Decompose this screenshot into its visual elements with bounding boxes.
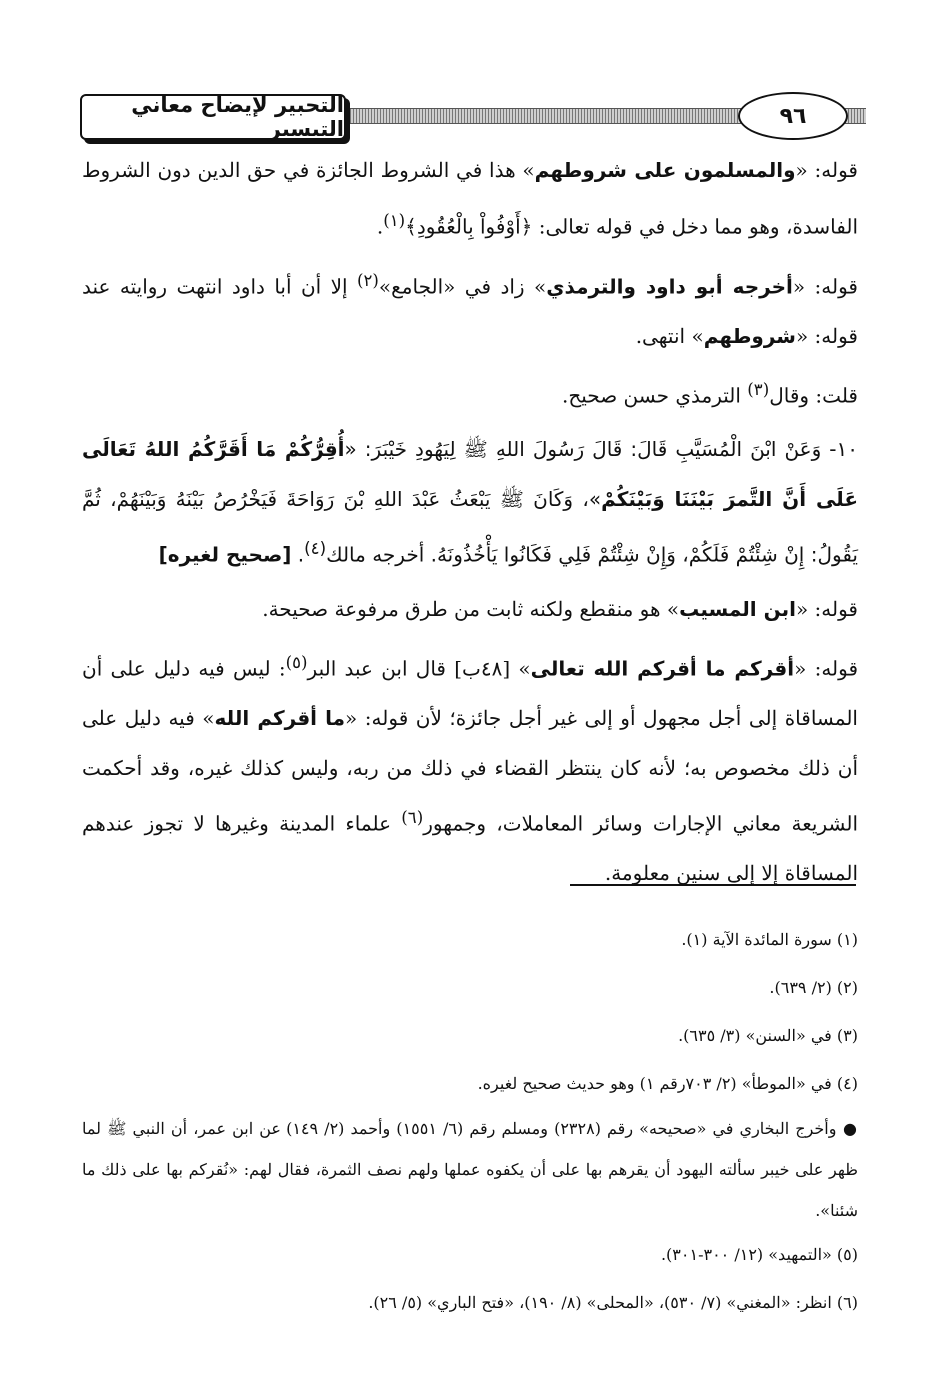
footnote-ref-6[interactable]: (٦) — [401, 808, 424, 828]
running-header — [80, 92, 866, 144]
page-number: ٩٦ — [738, 92, 848, 140]
paragraph-3 — [82, 365, 858, 421]
paragraph-2 — [82, 256, 858, 362]
footnote-4-extra-text: وأخرج البخاري في «صحيحه» رقم (٢٣٢٨) ومسلم رقم (٦/ ١٥٥١) وأحمد (٢/ ١٤٩) عن ابن عمر، أن النبي ﷺ لما ظهر على خيبر سألته اليهود أن يقرهم بها على أن يكفوه عملها ولهم نصف الثمرة، فقال لهم: «نُقركم بها على ذلك ما شئنا». — [82, 1119, 858, 1220]
footnote-ref-5[interactable]: (٥) — [285, 653, 308, 673]
book-title: التحبير لإيضاح معاني التيسير — [80, 94, 346, 140]
paragraph-5 — [82, 585, 858, 635]
p2-lead: قوله: « — [792, 274, 858, 299]
footnote-3: (٣) في «السنن» (٣/ ٦٣٥). — [678, 1026, 858, 1045]
footnote-ref-2[interactable]: (٢) — [356, 270, 379, 290]
p3-end: الترمذي حسن صحيح. — [561, 383, 748, 408]
footnote-1: (١) سورة المائدة الآية (١). — [681, 930, 858, 949]
footnotes — [82, 916, 858, 1327]
p6-mid-2: : ليس فيه دليل على أن المساقاة إلى أجل مجهول أو إلى غير أجل جائزة؛ لأن قوله: « — [82, 656, 858, 731]
footnote-divider — [570, 884, 856, 886]
p6-mid-1: » [٤٨ب] قال ابن عبد البر — [307, 656, 531, 681]
footnote-5: (٥) «التمهيد» (١٢/ ٣٠٠-٣٠١). — [660, 1245, 858, 1264]
p2-end: » انتهى. — [635, 323, 704, 348]
hadith-grade: [صحيح لغيره] — [158, 543, 292, 568]
hadith-text-1: وَعَنْ ابْنَ الْمُسَيَّبِ قَالَ: قَالَ رَسُولَ اللهِ ﷺ لِيَهُودِ خَيْبَرَ: « — [344, 437, 822, 462]
footnote-ref-3[interactable]: (٣) — [747, 380, 770, 400]
hadith-text-2: »، وَكَانَ ﷺ يَبْعَثُ عَبْدَ اللهِ بْنَ رَوَاحَةَ فَيَخْرُصُ بَيْنَهُ وَبَيْنَهُمْ، ثُمَّ يَقُولُ: إِنْ شِئْتُمْ فَلَكُمْ، وَإِنْ شِئْتُمْ فَلِي فَكَانُوا يَأْخُذُونَهُ. أخرجه مالك — [82, 486, 858, 568]
hadith-10 — [82, 425, 858, 580]
paragraph-1 — [82, 146, 858, 252]
p6-mid-3: » فيه دليل على أن ذلك مخصوص به؛ لأنه كان ينتظر القضاء في ذلك من ربه، وليس كذلك غيره، وقد أحكمت الشريعة معاني الإجارات وسائر المعاملات، وجمهور — [82, 706, 858, 836]
p6-quote-2: ما أقركم الله — [214, 706, 346, 731]
footnote-4: (٤) في «الموطأ» (٢/ ٧٠٣رقم ١) وهو حديث صحيح لغيره. — [477, 1074, 858, 1093]
p3-lead: قلت: وقال — [769, 383, 858, 408]
p6-end: علماء المدينة وغيرها لا تجوز عندهم المساقاة إلا إلى سنين معلومة. — [82, 811, 858, 886]
p5-end: » هو منقطع ولكنه ثابت من طرق مرفوعة صحيحة. — [262, 596, 680, 621]
main-text — [82, 146, 858, 903]
p5-quote: ابن المسيب — [679, 596, 796, 621]
footnote-2: (٢) (٢/ ٦٣٩). — [769, 978, 858, 997]
hadith-number: ١٠- — [821, 437, 858, 462]
p2-quote-2: شروطهم — [703, 323, 796, 348]
p2-mid-1: » زاد في «الجامع» — [378, 274, 547, 299]
footnote-ref-4[interactable]: (٤) — [304, 539, 327, 559]
hadith-text-3: . — [291, 543, 305, 568]
p1-lead: قوله: « — [795, 158, 858, 182]
footnote-6: (٦) انظر: «المغني» (٧/ ٥٣٠)، «المحلى» (٨/ ١٩٠)، «فتح الباري» (٥/ ٢٦). — [368, 1293, 858, 1312]
footnote-4-extra — [82, 1108, 858, 1231]
p6-lead: قوله: « — [794, 656, 859, 681]
hadith-quote: أُقِرُّكُمْ مَا أَقَرَّكُمُ اللهُ تَعَالَى عَلَى أَنَّ التَّمرَ بَيْنَنَا وَبَيْنَكُمْ — [82, 437, 858, 511]
p1-rest: » هذا في الشروط الجائزة في حق الدين دون الشروط الفاسدة، وهو مما دخل في قوله تعالى: ﴿أَوْفُواْ بِالْعُقُودِ﴾ — [82, 158, 858, 239]
footnote-ref-1[interactable]: (١) — [383, 210, 406, 230]
p2-mid-2: إلا أن أبا داود انتهت روايته عند قوله: « — [82, 274, 858, 348]
bullet-icon: ● — [836, 1119, 859, 1138]
p1-end: . — [376, 214, 384, 239]
p1-quote: والمسلمون على شروطهم — [534, 158, 796, 182]
p5-lead: قوله: « — [795, 596, 858, 621]
paragraph-6 — [82, 638, 858, 899]
p2-quote-1: أخرجه أبو داود والترمذي — [546, 274, 793, 299]
p6-quote-1: أقركم ما أقركم الله تعالى — [530, 656, 795, 681]
